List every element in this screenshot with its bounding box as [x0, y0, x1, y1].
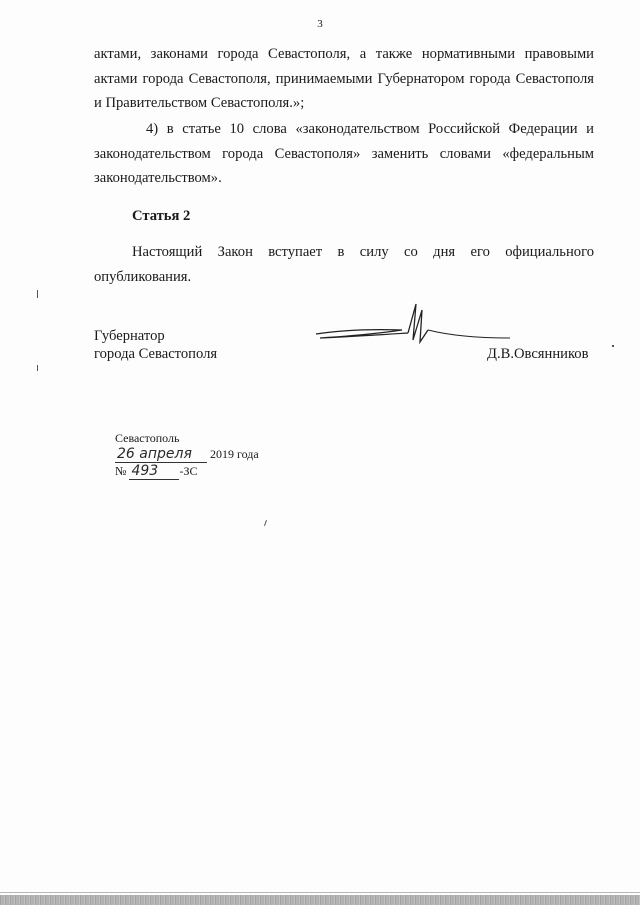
paragraph-continuation: актами, законами города Севастополя, а также нормативными правовыми актами города Севастополя, принимаемыми Губернатором города Севастополя и Правительством Севастополя.»;	[94, 46, 594, 111]
signer-title-line2: города Севастополя	[94, 346, 218, 362]
handwritten-signature	[312, 300, 512, 350]
enactment-date	[115, 446, 259, 463]
enactment-date-handwritten: 26 апреля	[115, 446, 207, 463]
enactment-block	[115, 430, 259, 480]
page-number: 3	[317, 18, 323, 30]
enactment-number	[115, 463, 259, 480]
paragraph-item-4: 4) в статье 10 слова «законодательством Российской Федерации и законодательством города Севастополя» заменить словами «федеральным законодательством».	[94, 121, 594, 186]
enactment-date-suffix: 2019 года	[210, 447, 259, 461]
scan-edge-line	[0, 892, 640, 893]
signer-title	[94, 327, 217, 363]
enactment-place: Севастополь	[115, 431, 180, 445]
signer-name: Д.В.Овсянников	[487, 346, 589, 362]
enactment-number-prefix: №	[115, 464, 127, 478]
right-margin-mark	[612, 345, 614, 347]
signer-title-line1: Губернатор	[94, 328, 165, 344]
scan-edge	[0, 895, 640, 905]
enactment-number-suffix: -ЗС	[179, 464, 198, 478]
enactment-number-handwritten: 493	[129, 463, 179, 480]
left-margin-mark	[37, 365, 38, 371]
article-heading: Статья 2	[132, 208, 191, 224]
article-text: Настоящий Закон вступает в силу со дня его официального опубликования.	[94, 244, 594, 285]
left-margin-mark	[37, 290, 38, 298]
stray-mark	[264, 520, 267, 526]
